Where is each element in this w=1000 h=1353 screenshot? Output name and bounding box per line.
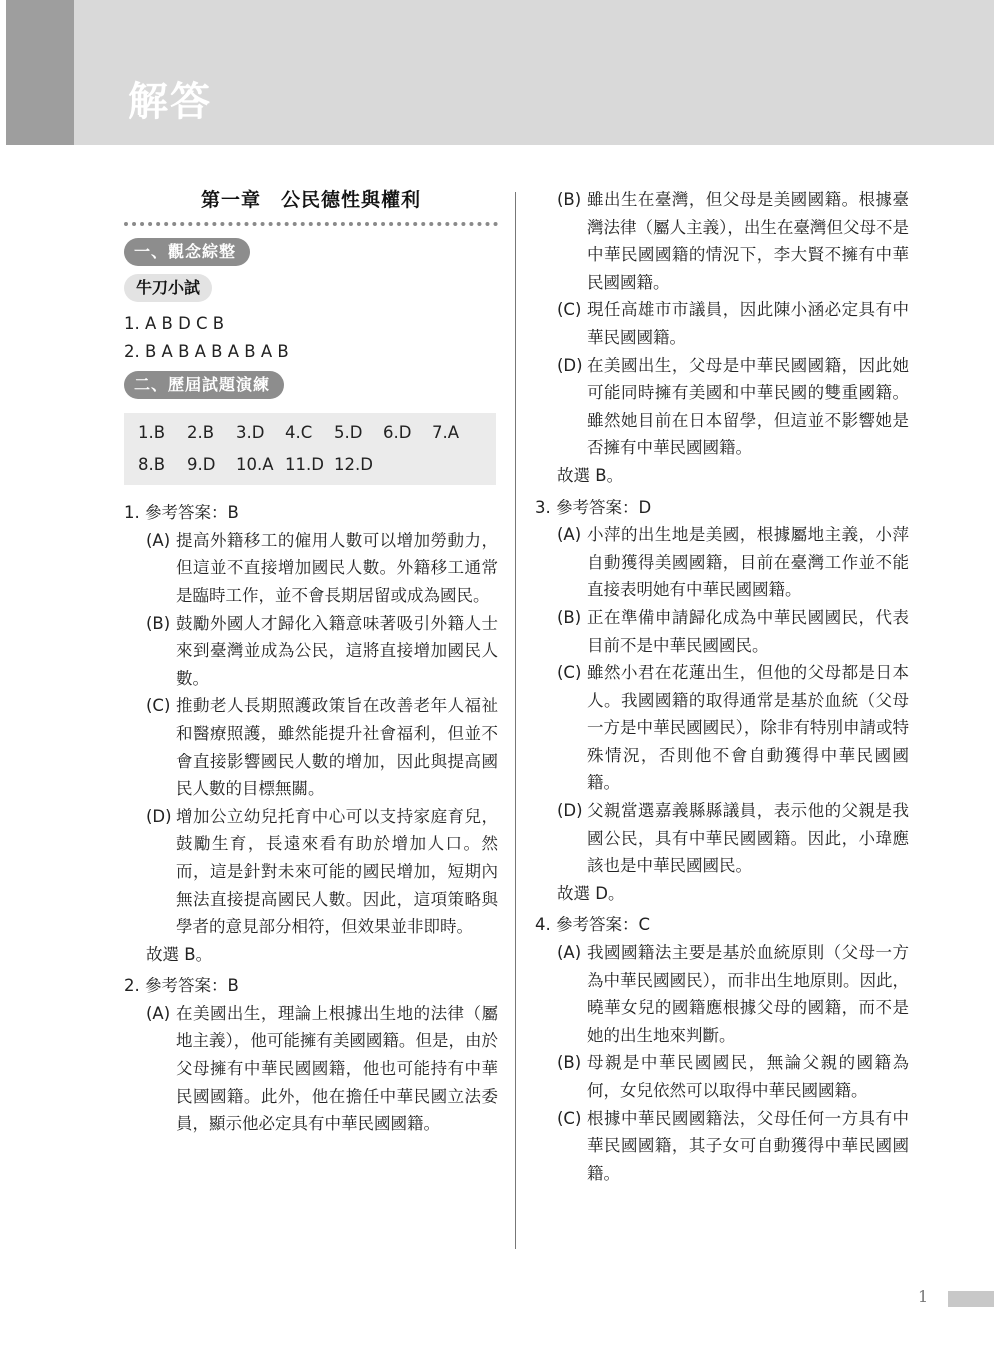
q4-option-c: (C) 根據中華民國國籍法，父母任何一方具有中華民國國籍，其子女可自動獲得中華民國國籍。: [557, 1108, 909, 1183]
quiz-line-2: 2. B A B A B A B A B: [124, 341, 289, 361]
quiz-line-1: 1. A B D C B: [124, 314, 225, 333]
q3-option-a: (A) 小萍的出生地是美國，根據屬地主義，小萍自動獲得美國國籍，目前在臺灣工作並不能直接表明她有中華民國國籍。: [557, 525, 909, 600]
q4-option-a: (A) 我國國籍法主要是基於血統原則（父母一方為中華民國國民），而非出生地原則。因此，曉華女兒的國籍應根據父母的國籍，而不是她的出生地來判斷。: [557, 943, 909, 1045]
header-tab: [6, 0, 74, 145]
question-3-answer: 3. 參考答案：D: [535, 497, 652, 517]
q1-conclusion: 故選 B。: [146, 944, 213, 964]
q3-option-c: (C) 雖然小君在花蓮出生，但他的父母都是日本人。我國國籍的取得通常是基於血統（父母一方是中華民國國民），除非有特別申請或特殊情況，否則他不會自動獲得中華民國國籍。: [557, 663, 909, 793]
question-1: [124, 499, 498, 968]
answer-row-2: [138, 449, 482, 481]
left-column: [124, 182, 498, 1138]
answer-cell: 6.D: [383, 423, 412, 443]
q2-option-b: (B) 雖出生在臺灣，但父母是美國國籍。根據臺灣法律（屬人主義），出生在臺灣但父母不是中華民國國籍的情況下，李大賢不擁有中華民國國籍。: [557, 190, 909, 292]
page-number-bar: [948, 1291, 994, 1307]
question-2-continued: [535, 186, 909, 490]
answer-cell: 5.D: [334, 423, 363, 443]
page-title: 解答: [128, 79, 212, 125]
answer-cell: 10.A: [236, 455, 274, 475]
answer-cell: 1.B: [138, 423, 166, 443]
q1-option-a: (A) 提高外籍移工的僱用人數可以增加勞動力，但這並不直接增加國民人數。外籍移工通常是臨時工作，並不會長期居留或成為國民。: [146, 530, 498, 605]
q1-option-c: (C) 推動老人長期照護政策旨在改善老年人福祉和醫療照護，雖然能提升社會福利，但並不會直接影響國民人數的增加，因此與提高國民人數的目標無關。: [146, 696, 498, 799]
q1-option-d: (D) 增加公立幼兒托育中心可以支持家庭育兒，鼓勵生育，長遠來看有助於增加人口。然而，這是針對未來可能的國民增加，短期內無法直接提高國民人數。因此，這項策略與學者的意見部分相符，但效果並非即時。: [146, 806, 498, 937]
q3-option-b: (B) 正在準備申請歸化成為中華民國國民，代表目前不是中華民國國民。: [557, 607, 909, 655]
q2-option-a: (A) 在美國出生，理論上根據出生地的法律（屬地主義），他可能擁有美國國籍。但是，由於父母擁有中華民國國籍，他也可能持有中華民國國籍。此外，他在擔任中華民國立法委員，顯示他必定具有中華民國國籍。: [146, 1003, 498, 1134]
q3-conclusion: 故選 D。: [557, 883, 625, 903]
chapter-title: 第一章 公民德性與權利: [200, 189, 421, 211]
answer-row-1: [138, 417, 482, 449]
answer-cell: 9.D: [187, 455, 216, 475]
q2-option-c: (C) 現任高雄市市議員，因此陳小涵必定具有中華民國國籍。: [557, 300, 909, 347]
question-4: [535, 911, 909, 1187]
q4-option-b: (B) 母親是中華民國國民，無論父親的國籍為何，女兒依然可以取得中華民國國籍。: [557, 1053, 909, 1100]
answer-cell: 2.B: [187, 423, 215, 443]
question-2: [124, 972, 498, 1138]
dotted-rule: [124, 222, 498, 226]
q3-option-d: (D) 父親當選嘉義縣縣議員，表示他的父親是我國公民，具有中華民國國籍。因此，小瑋應該也是中華民國國民。: [557, 801, 909, 876]
answer-cell: 4.C: [285, 423, 313, 443]
q2-option-d: (D) 在美國出生，父母是中華民國國籍，因此她可能同時擁有美國和中華民國的雙重國籍。雖然她目前在日本留學，但這並不影響她是否擁有中華民國國籍。: [557, 355, 909, 458]
section-heading-past-exams: 二、歷屆試題演練: [124, 371, 284, 399]
quiz-label: 牛刀小試: [124, 274, 212, 302]
answer-cell: 3.D: [236, 423, 265, 443]
answer-cell: 11.D: [285, 455, 324, 475]
answer-cell: 8.B: [138, 455, 166, 475]
question-1-answer: 1. 參考答案：B: [124, 503, 239, 523]
question-4-answer: 4. 參考答案：C: [535, 915, 651, 935]
answer-grid: [124, 413, 496, 485]
answer-cell: 7.A: [432, 423, 460, 443]
page-header: [6, 0, 994, 145]
answer-cell: 12.D: [334, 455, 373, 475]
question-3: [535, 494, 909, 908]
q1-option-b: (B) 鼓勵外國人才歸化入籍意味著吸引外籍人士來到臺灣並成為公民，這將直接增加國民人數。: [146, 613, 498, 688]
right-column: [535, 186, 909, 1187]
question-2-answer: 2. 參考答案：B: [124, 976, 239, 996]
section-heading-concepts: 一、觀念綜整: [124, 238, 250, 266]
q2-conclusion: 故選 B。: [557, 465, 624, 485]
page-number: 1: [918, 1287, 929, 1306]
column-divider: [515, 192, 516, 1249]
